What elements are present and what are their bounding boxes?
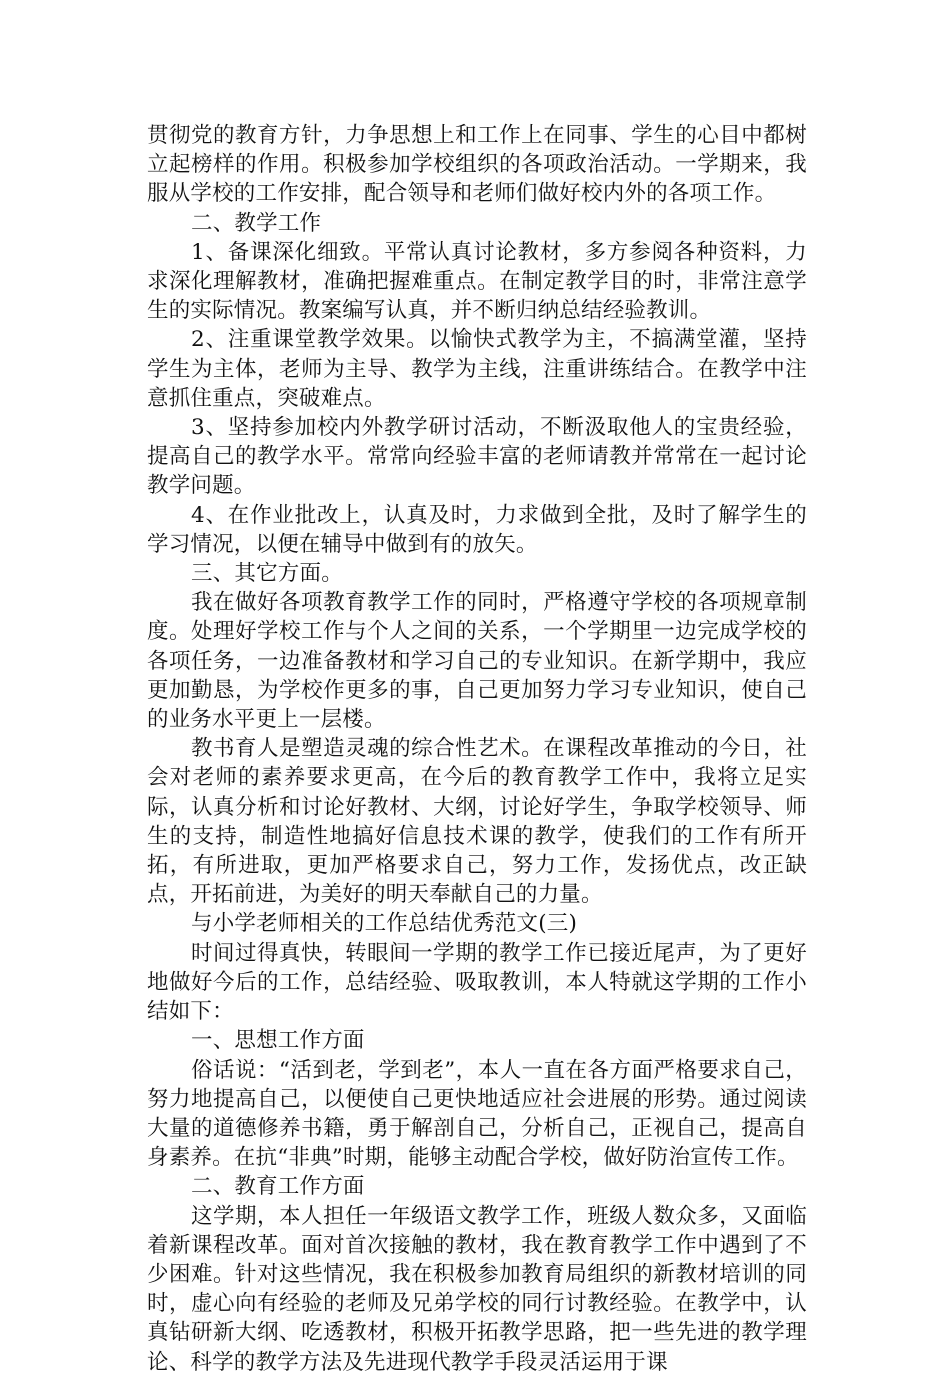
paragraph: 贯彻党的教育方针，力争思想上和工作上在同事、学生的心目中都树立起榜样的作用。积极参加学校组织的各项政治活动。一学期来，我服从学校的工作安排，配合领导和老师们做好校内外的各项工作。 — [147, 123, 807, 207]
section-heading: 二、教育工作方面 — [191, 1174, 365, 1200]
section-heading: 二、教学工作 — [191, 210, 322, 236]
paragraph: 3、坚持参加校内外教学研讨活动，不断汲取他人的宝贵经验，提高自己的教学水平。常常向经验丰富的老师请教并常常在一起讨论教学问题。 — [147, 415, 807, 499]
paragraph: 2、注重课堂教学效果。以愉快式教学为主，不搞满堂灌，坚持学生为主体，老师为主导、教学为主线，注重讲练结合。在教学中注意抓住重点，突破难点。 — [147, 327, 807, 411]
paragraph: 4、在作业批改上，认真及时，力求做到全批，及时了解学生的学习情况，以便在辅导中做到有的放矢。 — [147, 502, 807, 557]
paragraph: 这学期，本人担任一年级语文教学工作，班级人数众多，又面临着新课程改革。面对首次接触的教材，我在教育教学工作中遇到了不少困难。针对这些情况，我在积极参加教育局组织的新教材培训的同时，虚心向有经验的老师及兄弟学校的同行讨教经验。在教学中，认真钻研新大纲、吃透教材，积极开拓教学思路，把一些先进的教学理论、科学的教学方法及先进现代教学手段灵活运用于课 — [147, 1203, 807, 1375]
document-page — [147, 121, 807, 1377]
paragraph: 我在做好各项教育教学工作的同时，严格遵守学校的各项规章制度。处理好学校工作与个人之间的关系，一个学期里一边完成学校的各项任务，一边准备教材和学习自己的专业知识。在新学期中，我应更加勤恳，为学校作更多的事，自己更加努力学习专业知识，使自己的业务水平更上一层楼。 — [147, 590, 807, 733]
article-title: 与小学老师相关的工作总结优秀范文(三) — [191, 911, 578, 937]
section-heading: 三、其它方面。 — [191, 561, 343, 587]
paragraph: 时间过得真快，转眼间一学期的教学工作已接近尾声，为了更好地做好今后的工作，总结经验、吸取教训，本人特就这学期的工作小结如下： — [147, 940, 807, 1025]
paragraph: 教书育人是塑造灵魂的综合性艺术。在课程改革推动的今日，社会对老师的素养要求更高，在今后的教育教学工作中，我将立足实际，认真分析和讨论好教材、大纲，讨论好学生，争取学校领导、师生的支持，制造性地搞好信息技术课的教学，使我们的工作有所开拓，有所进取，更加严格要求自己，努力工作，发扬优点，改正缺点，开拓前进，为美好的明天奉献自己的力量。 — [147, 736, 807, 908]
paragraph: 俗话说：“活到老，学到老”，本人一直在各方面严格要求自己，努力地提高自己，以便使自己更快地适应社会进展的形势。通过阅读大量的道德修养书籍，勇于解剖自己，分析自己，正视自己，提高自身素养。在抗“非典”时期，能够主动配合学校，做好防治宣传工作。 — [147, 1057, 807, 1171]
section-heading: 一、思想工作方面 — [191, 1028, 365, 1054]
paragraph: 1、备课深化细致。平常认真讨论教材，多方参阅各种资料，力求深化理解教材，准确把握难重点。在制定教学目的时，非常注意学生的实际情况。教案编写认真，并不断归纳总结经验教训。 — [147, 239, 807, 324]
